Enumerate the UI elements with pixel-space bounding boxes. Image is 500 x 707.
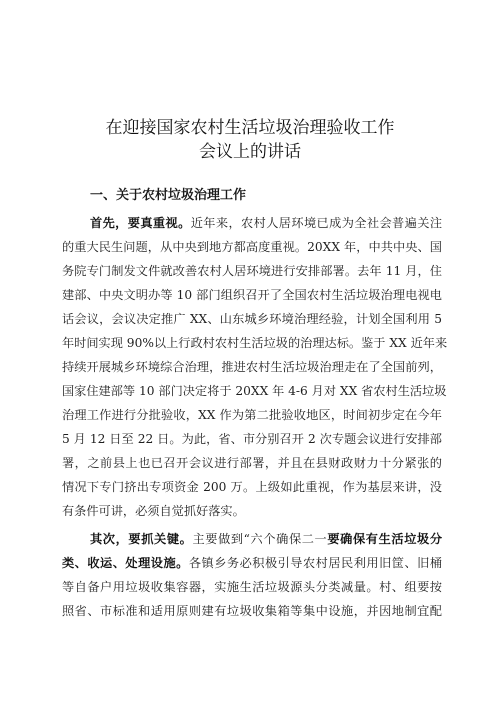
paragraph-1-line-7: 持续开展城乡环境综合治理，推进农村生活垃圾治理走在了全国前列， bbox=[62, 360, 442, 374]
paragraph-2-line-2 bbox=[62, 554, 442, 572]
paragraph-2-bold-text: 要确保有生活垃圾分 bbox=[327, 532, 443, 546]
section-heading-1: 一、关于农村垃圾治理工作 bbox=[90, 188, 247, 203]
paragraph-1-line-10: 5 月 12 日至 22 日。为此，省、市分别召开 2 次专题会议进行安排部 bbox=[62, 432, 442, 446]
paragraph-2-line-1 bbox=[90, 530, 442, 548]
paragraph-2-lead: 其次，要抓关键。 bbox=[90, 532, 193, 546]
paragraph-1-text: 近年来，农村人居环境已成为全社会普遍关注 bbox=[190, 216, 443, 230]
paragraph-2-text-2: 各镇乡务必积极引导农村居民利用旧筐、旧桶 bbox=[188, 556, 443, 570]
paragraph-1-lead: 首先，要真重视。 bbox=[90, 216, 191, 230]
document-title-line-1: 在迎接国家农村生活垃圾治理验收工作 bbox=[105, 118, 395, 138]
paragraph-1-line-3: 务院专门制发文件就改善农村人居环境进行安排部署。去年 11 月，住 bbox=[62, 264, 442, 278]
paragraph-1-line-2: 的重大民生问题，从中央到地方都高度重视。20XX 年，中共中央、国 bbox=[62, 240, 442, 254]
paragraph-1-line-8: 国家住建部等 10 部门决定将于 20XX 年 4-6 月对 XX 省农村生活垃圾 bbox=[62, 384, 447, 398]
paragraph-2-line-4: 照省、市标准和适用原则建有垃圾收集箱等集中设施，并因地制宜配 bbox=[62, 604, 442, 618]
paragraph-1-line-11: 署，之前县上也已召开会议进行部署，并且在县财政财力十分紧张的 bbox=[62, 456, 442, 470]
paragraph-1-line-5: 话会议，会议决定推广 XX、山东城乡环境治理经验，计划全国利用 5 bbox=[62, 312, 442, 326]
paragraph-1-line-13: 有条件可讲，必须自觉抓好落实。 bbox=[62, 504, 245, 518]
paragraph-1-line-12: 情况下专门挤出专项资金 200 万。上级如此重视，作为基层来讲，没 bbox=[62, 480, 442, 494]
paragraph-1-line-1 bbox=[90, 214, 442, 232]
paragraph-2-text: 主要做到“六个确保二一 bbox=[192, 532, 328, 546]
paragraph-1-line-9: 治理工作进行分批验收，XX 作为第二批验收地区，时间初步定在今年 bbox=[62, 408, 442, 422]
paragraph-2-bold-text-2: 类、收运、处理设施。 bbox=[62, 556, 189, 570]
paragraph-1-line-6: 年时间实现 90%以上行政村农村生活垃圾的治理达标。鉴于 XX 近年来 bbox=[62, 336, 448, 350]
document-title-line-2: 会议上的讲话 bbox=[199, 142, 301, 162]
paragraph-2-line-3: 等自备户用垃圾收集容器，实施生活垃圾源头分类减量。村、组要按 bbox=[62, 580, 442, 594]
paragraph-1-line-4: 建部、中央文明办等 10 部门组织召开了全国农村生活垃圾治理电视电 bbox=[62, 288, 442, 302]
